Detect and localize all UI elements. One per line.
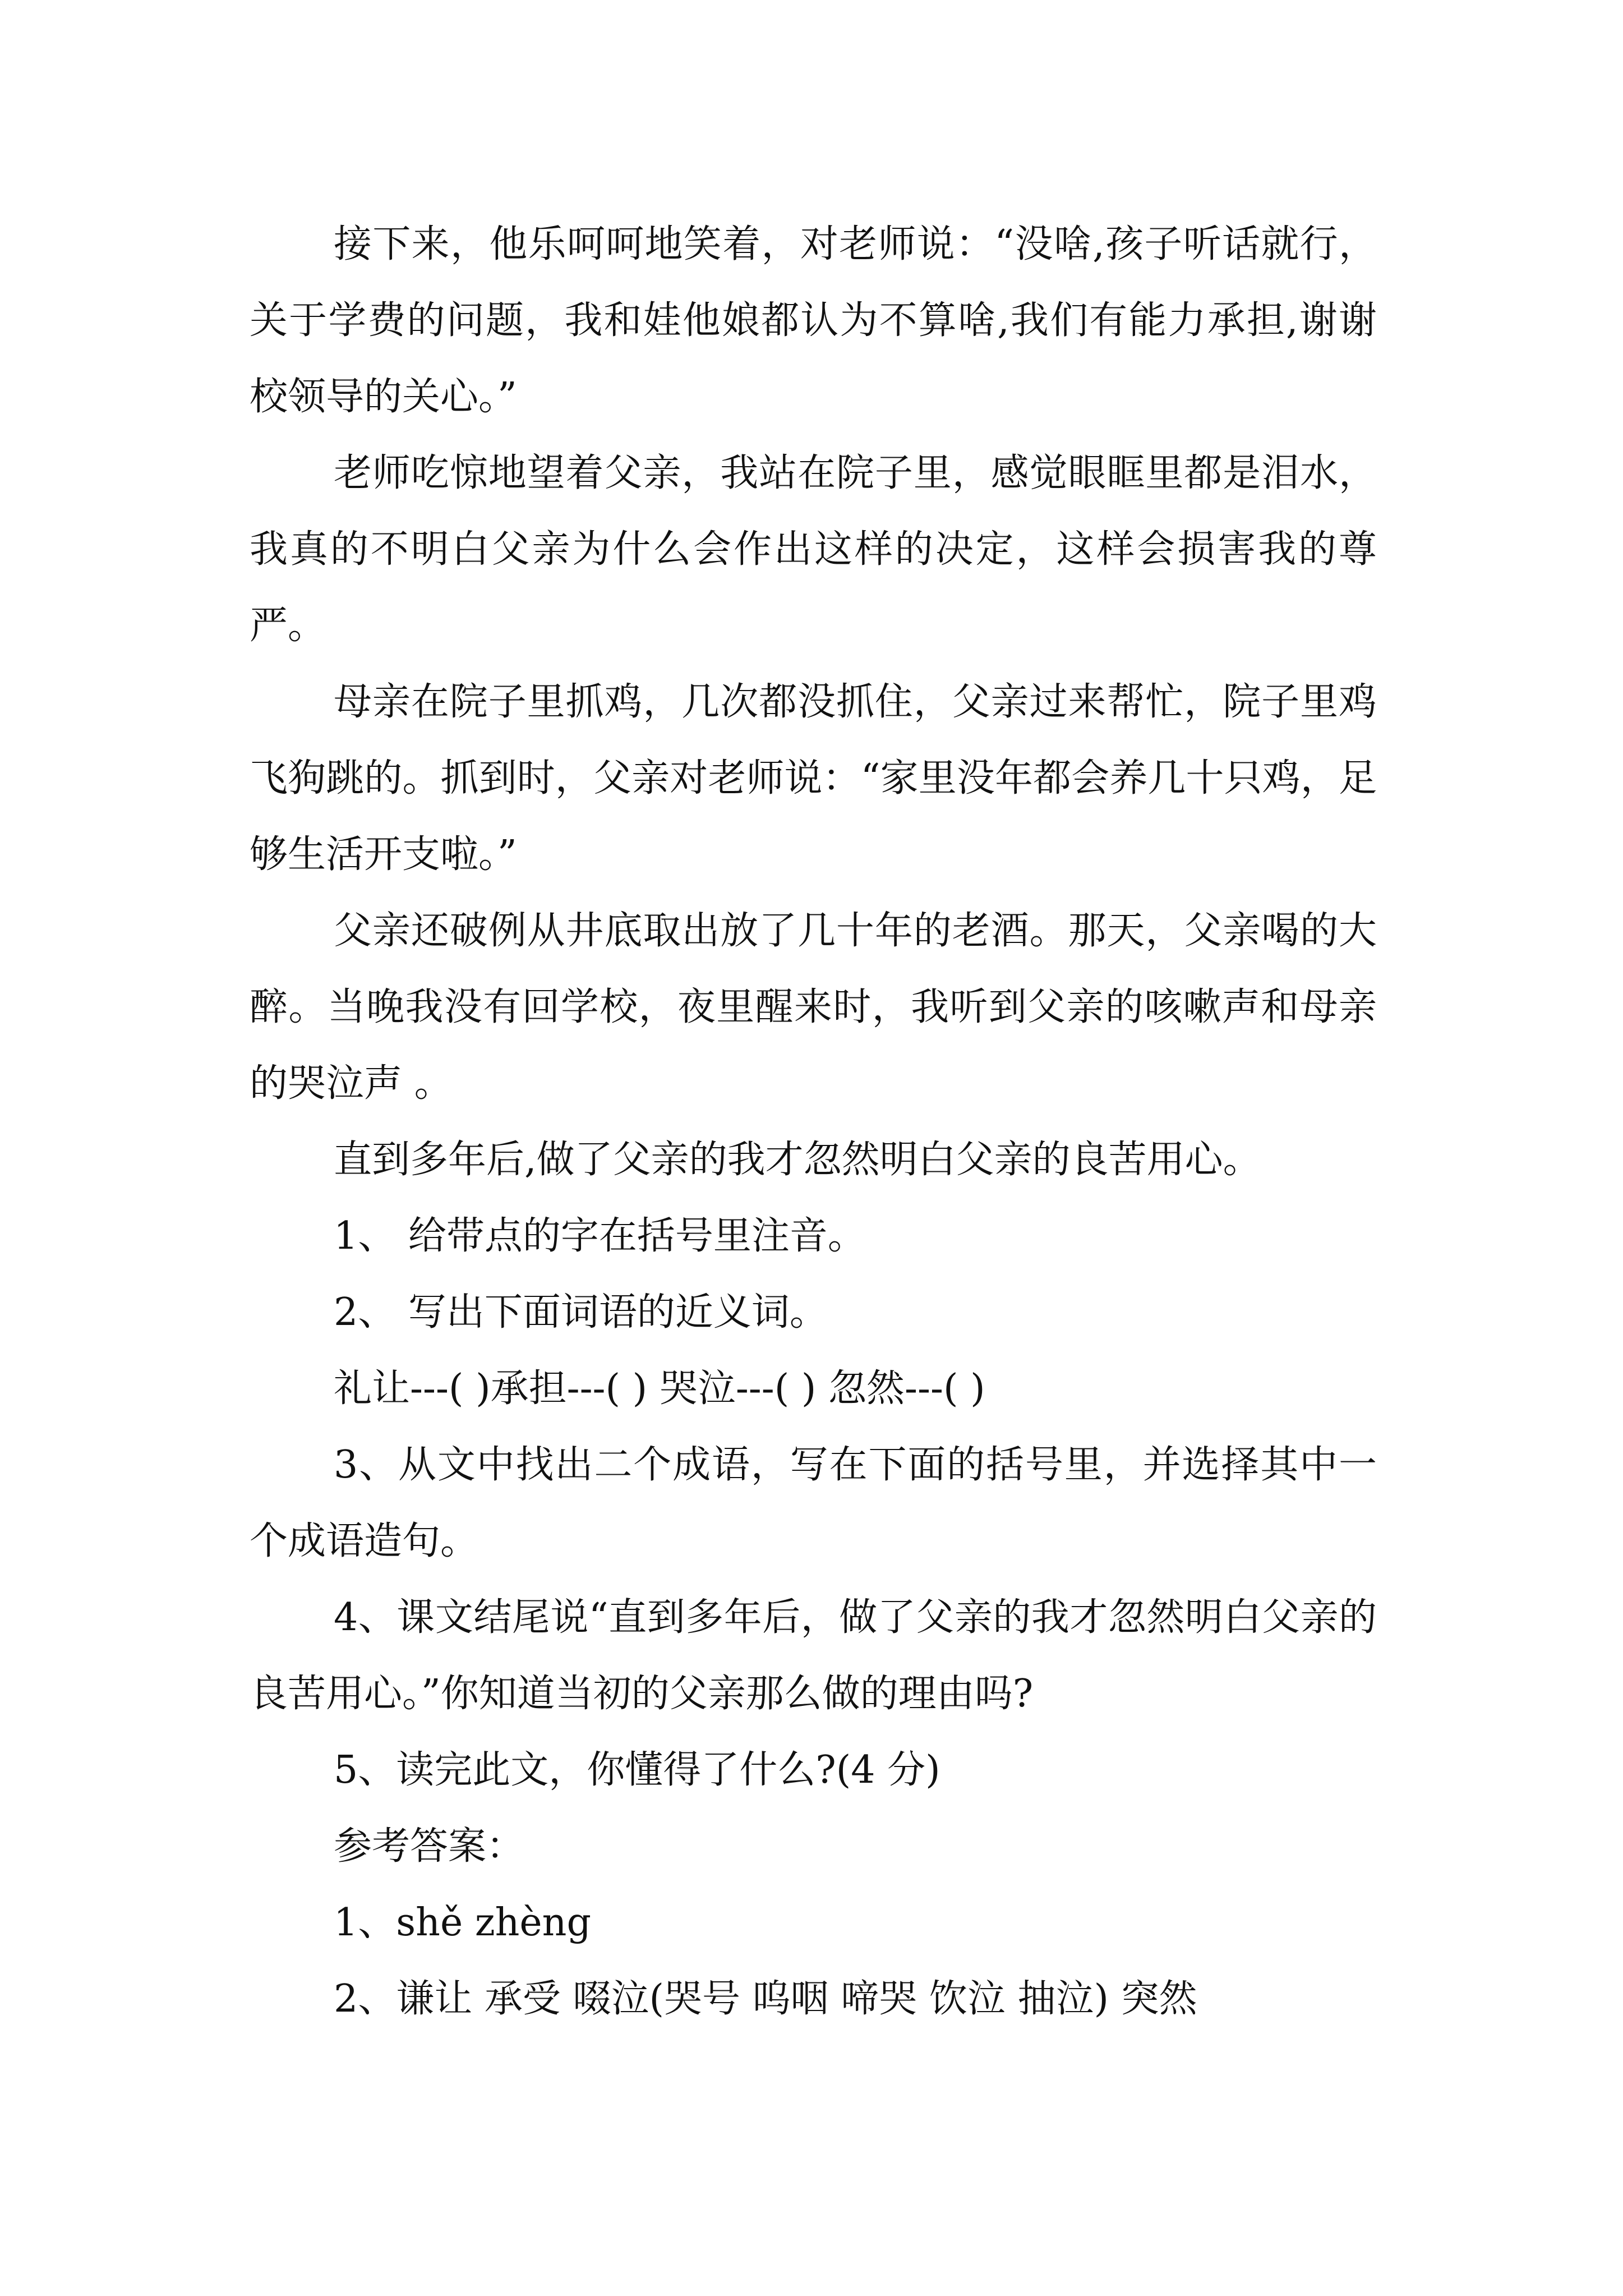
answer-2: 2、谦让 承受 啜泣(哭号 呜咽 啼哭 饮泣 抽泣) 突然 [334,1977,1197,2021]
question-5: 5、读完此文，你懂得了什么?(4 分) [334,1748,940,1792]
question-2: 2、 写出下面词语的近义词。 [334,1290,828,1335]
paragraph-3: 母亲在院子里抓鸡，几次都没抓住，父亲过来帮忙，院子里鸡飞狗跳的。抓到时，父亲对老师说：“家里没年都会养几十只鸡，足够生活开支啦。” [250,680,1377,877]
question-3: 3、从文中找出二个成语，写在下面的括号里，并选择其中一个成语造句。 [250,1443,1377,1563]
question-1: 1、 给带点的字在括号里注音。 [334,1214,866,1258]
paragraph-1: 接下来，他乐呵呵地笑着，对老师说：“没啥,孩子听话就行，关于学费的问题，我和娃他娘都认为不算啥,我们有能力承担,谢谢校领导的关心。” [250,222,1377,419]
answer-1: 1、shě zhèng [334,1901,592,1945]
answers-heading: 参考答案： [334,1824,525,1869]
question-4: 4、课文结尾说“直到多年后，做了父亲的我才忽然明白父亲的良苦用心。”你知道当初的父亲那么做的理由吗? [250,1595,1377,1716]
paragraph-5: 直到多年后,做了父亲的我才忽然明白父亲的良苦用心。 [334,1138,1261,1182]
document-body [250,206,1377,2037]
paragraph-2: 老师吃惊地望着父亲，我站在院子里，感觉眼眶里都是泪水，我真的不明白父亲为什么会作出这样的决定，这样会损害我的尊严。 [250,451,1377,648]
question-2-words: 礼让---( )承担---( ) 哭泣---( ) 忽然---( ) [334,1366,985,1411]
paragraph-4: 父亲还破例从井底取出放了几十年的老酒。那天，父亲喝的大醉。当晚我没有回学校，夜里醒来时，我听到父亲的咳嗽声和母亲的哭泣声 。 [250,909,1377,1106]
